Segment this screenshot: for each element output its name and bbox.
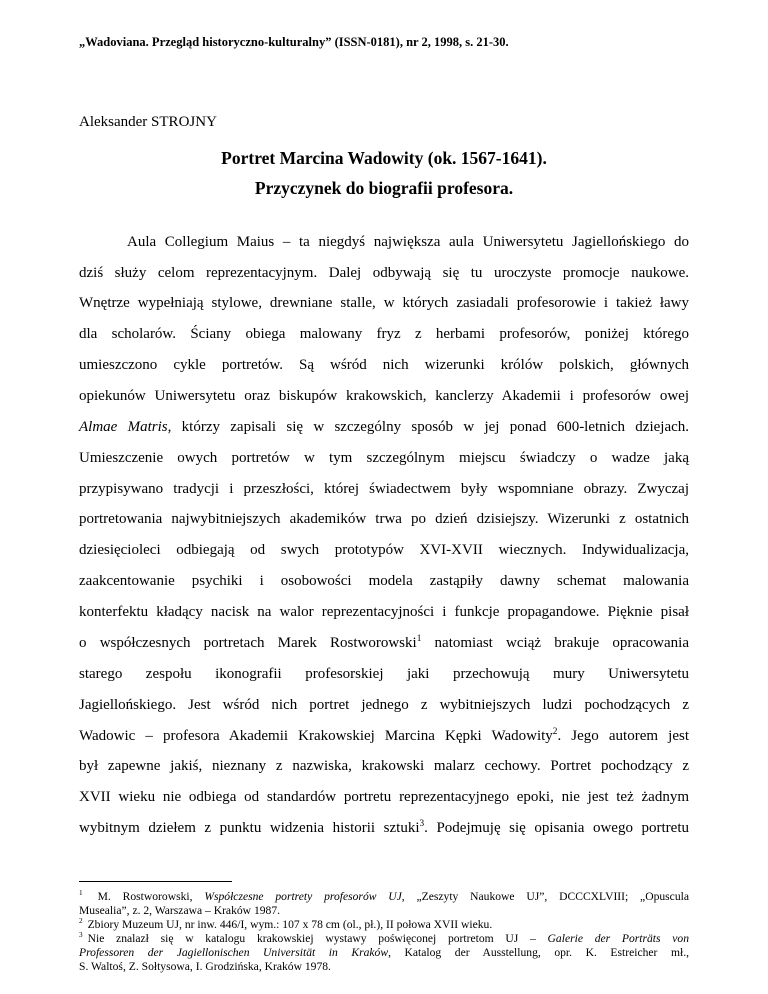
- body-line: Umieszczenie owych portretów w tym szczególnym miejscu świadczy o wadze jaką: [79, 450, 689, 466]
- body-line: starego zespołu ikonografii profesorskiej jaki przechowują mury Uniwersytetu: [79, 666, 689, 682]
- body-line: przypisywano tradycji i przeszłości, której świadectwem były wspomniane obrazy. Zwyczaj: [79, 481, 689, 497]
- body-line: XVII wieku nie odbiega od standardów portretu reprezentacyjnego epoki, nie jest też żadnym: [79, 789, 689, 805]
- footnote-1-line2: Musealia”, z. 2, Warszawa – Kraków 1987.: [79, 904, 281, 917]
- body-line: umieszczono cykle portretów. Są wśród nich wizerunki królów polskich, głównych: [79, 357, 689, 373]
- body-text: . Jego autorem jest: [557, 728, 689, 744]
- body-text: natomiast wciąż brakuje opracowania: [421, 635, 689, 651]
- footnote-italic: Współczesne portrety profesorów UJ: [204, 890, 402, 903]
- body-line: zaakcentowanie psychiki i osobowości modela zastąpiły dawny schemat malowania: [79, 573, 689, 589]
- footnote-text: , „Zeszyty Naukowe UJ”, DCCCXLVIII; „Opuscula: [401, 890, 689, 903]
- footnote-2: [79, 918, 689, 932]
- body-line: Wnętrze wypełniają stylowe, drewniane stalle, w których zasiadali profesorowie i takież ławy: [79, 295, 689, 311]
- body-line: był zapewne jakiś, nieznany z nazwiska, krakowski malarz cechowy. Portret pochodzący z: [79, 758, 689, 774]
- body-line: [79, 633, 689, 653]
- journal-citation: „Wadoviana. Przegląd historyczno-kulturalny” (ISSN-0181), nr 2, 1998, s. 21-30.: [79, 35, 509, 49]
- body-line: dziesięcioleci odbiegają od swych prototypów XVI-XVII wiecznych. Indywidualizacja,: [79, 542, 689, 558]
- body-text: Wadowic – profesora Akademii Krakowskiej Marcina Kępki Wadowity: [79, 728, 553, 744]
- article-subtitle: Przyczynek do biografii profesora.: [254, 178, 514, 198]
- footnote-3-line2: [79, 946, 689, 960]
- footnote-italic: Professoren der Jagiellonischen Universität in Kraków: [79, 946, 389, 959]
- article-title: Portret Marcina Wadowity (ok. 1567-1641).: [221, 148, 547, 168]
- body-text: , którzy zapisali się w szczególny sposób w jej ponad 600-letnich dziejach.: [167, 419, 690, 435]
- body-line: dla scholarów. Ściany obiega malowany fryz z herbami profesorów, poniżej którego: [79, 326, 689, 342]
- body-line: dziś służy celom reprezentacyjnym. Dalej odbywają się tu uroczyste promocje naukowe.: [79, 265, 689, 281]
- body-line: [79, 417, 689, 437]
- body-line: Aula Collegium Maius – ta niegdyś największa aula Uniwersytetu Jagiellońskiego do: [127, 234, 689, 250]
- footnote-separator: [79, 881, 232, 882]
- footnote-3-line3: S. Waltoś, Z. Sołtysowa, I. Grodzińska, Kraków 1978.: [79, 960, 331, 973]
- footnote-ref[interactable]: 1: [416, 634, 422, 644]
- body-text: . Podejmuję się opisania owego portretu: [424, 820, 689, 836]
- body-text: wybitnym dziełem z punktu widzenia historii sztuki: [79, 820, 420, 836]
- footnote-mark: 2: [79, 917, 83, 926]
- footnote-1: [79, 890, 689, 904]
- footnote-italic: Galerie der Porträts von: [547, 932, 689, 945]
- footnote-text: M. Rostworowski,: [97, 890, 205, 903]
- body-line: portretowania najwybitniejszych akademików trwa po dzień dzisiejszy. Wizerunki z ostatnich: [79, 511, 689, 527]
- body-text: o współczesnych portretach Marek Rostworowski: [79, 635, 417, 651]
- body-line: Jagiellońskiego. Jest wśród nich portret jednego z wybitniejszych ludzi pochodzących z: [79, 697, 689, 713]
- footnote-mark: 3: [79, 931, 83, 940]
- italic-term: Almae Matris: [79, 419, 168, 435]
- footnote-text: Zbiory Muzeum UJ, nr inw. 446/I, wym.: 107 x 78 cm (ol., pł.), II połowa XVII wieku.: [87, 918, 493, 931]
- footnote-text: Nie znalazł się w katalogu krakowskiej wystawy poświęconej portretom UJ –: [87, 932, 548, 945]
- footnote-ref[interactable]: 3: [419, 819, 425, 829]
- body-line: konterfektu kładący nacisk na walor reprezentacyjności i funkcje propagandowe. Pięknie pisał: [79, 604, 689, 620]
- body-line: [79, 818, 689, 838]
- author-name: Aleksander STROJNY: [79, 114, 217, 130]
- body-line: [79, 726, 689, 746]
- body-line: opiekunów Uniwersytetu oraz biskupów krakowskich, kanclerzy Akademii i profesorów owej: [79, 388, 689, 404]
- footnote-ref[interactable]: 2: [552, 727, 558, 737]
- footnote-mark: 1: [79, 889, 83, 898]
- footnote-3: [79, 932, 689, 946]
- footnote-text: , Katalog der Ausstellung, opr. K. Estreicher mł.,: [388, 946, 690, 959]
